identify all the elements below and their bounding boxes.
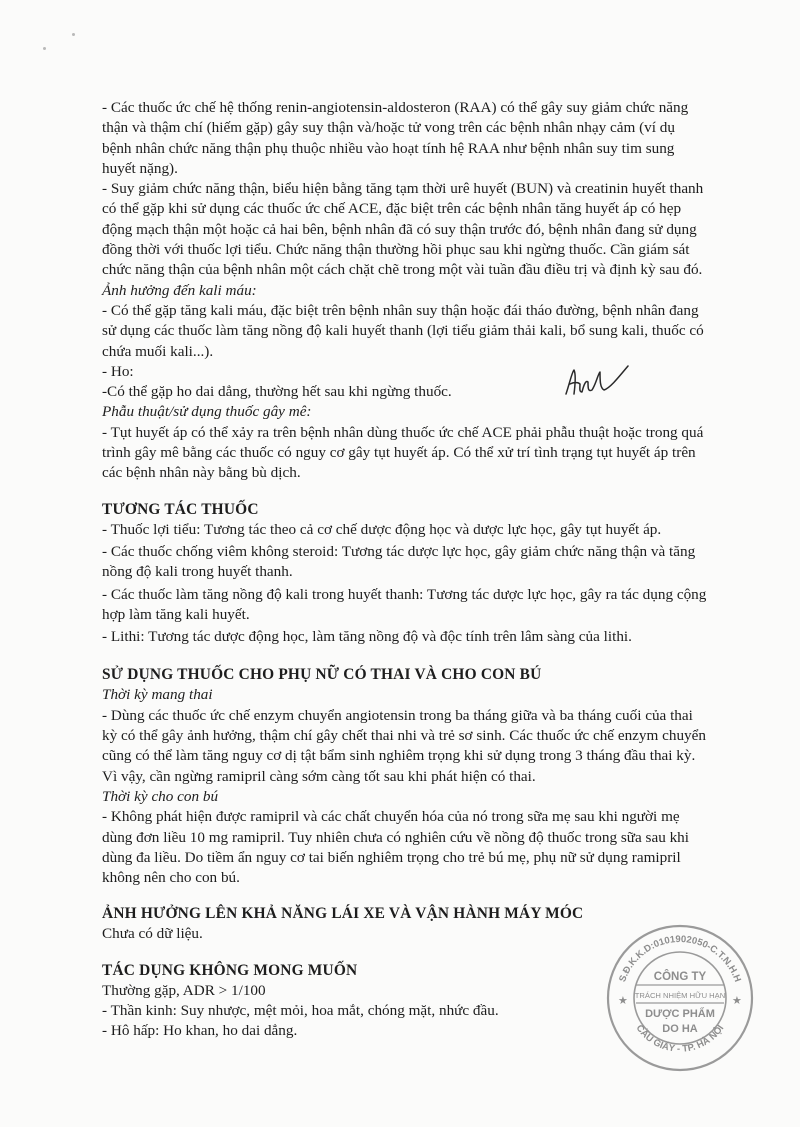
potassium-paragraph: - Có thể gặp tăng kali máu, đặc biệt trên bệnh nhân suy thận hoặc đái tháo đường, bệnh nhân đang sử dụng các thuốc làm tăng nồng độ kali huyết thanh (lợi tiểu giảm thải kali, bổ sung kali, thuốc có chứa muối kali...). xyxy=(102,301,704,360)
seal-ring-text: S.Đ.K.K.D:0101902050-C.T.N.H.H xyxy=(617,933,743,984)
company-seal xyxy=(604,922,756,1074)
handwritten-signature xyxy=(562,360,632,402)
seal-bottom-text: CẦU GIẤY - TP. HÀ NỘI xyxy=(633,1022,727,1055)
breastfeeding-paragraph: - Không phát hiện được ramipril và các chất chuyển hóa của nó trong sữa mẹ sau khi người mẹ dùng đơn liều 10 mg ramipril. Tuy nhiên chưa có nghiên cứu về nồng độ thuốc trong sữa sau khi dùng đa liều. Do tiềm ẩn nguy cơ tai biến nghiêm trọng cho trẻ bú mẹ, phụ nữ sử dụng ramipril không nên cho con bú. xyxy=(102,808,689,887)
interactions-list xyxy=(102,520,707,648)
adverse-item: - Thần kinh: Suy nhược, mệt mỏi, hoa mắt, chóng mặt, nhức đầu. xyxy=(102,1001,499,1019)
surgery-paragraph: - Tụt huyết áp có thể xảy ra trên bệnh nhân dùng thuốc ức chế ACE phải phẫu thuật hoặc trong quá trình gây mê bằng các thuốc có nguy cơ gây tụt huyết áp. Có thể xử trí tình trạng tụt huyết áp trên các bệnh nhân này bằng bù dịch. xyxy=(102,423,704,482)
seal-star-icon: ★ xyxy=(732,995,742,1007)
adverse-item: - Hô hấp: Ho khan, ho dai dẳng. xyxy=(102,1022,298,1040)
interaction-item: - Thuốc lợi tiểu: Tương tác theo cả cơ chế dược động học và dược lực học, gây tụt huyết áp. xyxy=(102,520,662,538)
seal-line-1: CÔNG TY xyxy=(653,971,707,983)
scan-speck xyxy=(43,47,46,50)
document-body xyxy=(102,98,707,1042)
interaction-item: - Lithi: Tương tác dược động học, làm tăng nồng độ và độc tính trên lâm sàng của lithi. xyxy=(102,628,632,646)
interaction-item: - Các thuốc làm tăng nồng độ kali trong huyết thanh: Tương tác dược lực học, gây ra tác dụng cộng hợp làm tăng kali huyết. xyxy=(102,585,707,623)
pregnancy-heading: SỬ DỤNG THUỐC CHO PHỤ NỮ CÓ THAI VÀ CHO CON BÚ xyxy=(102,666,542,684)
scan-speck xyxy=(72,33,75,36)
driving-paragraph: Chưa có dữ liệu. xyxy=(102,925,203,943)
adverse-heading: TÁC DỤNG KHÔNG MONG MUỐN xyxy=(102,961,358,979)
pregnancy-subheading: Thời kỳ mang thai xyxy=(102,686,213,704)
kidney-paragraph-2: - Suy giảm chức năng thận, biểu hiện bằng tăng tạm thời urê huyết (BUN) và creatinin huyết thanh có thể gặp khi sử dụng các thuốc ức chế ACE, đặc biệt trên các bệnh nhân tăng huyết áp có hẹp động mạch thận một hoặc cả hai bên, bệnh nhân đã có suy thận trước đó, bệnh nhân đang sử dụng đồng thời với thuốc lợi tiểu. Chức năng thận thường hồi phục sau khi ngừng thuốc. Cần giám sát chức năng thận của bệnh nhân một cách chặt chẽ trong một vài tuần đầu điều trị và định kỳ sau đó. xyxy=(102,180,704,279)
pregnancy-paragraph: - Dùng các thuốc ức chế enzym chuyển angiotensin trong ba tháng giữa và ba tháng cuối của thai kỳ có thể gây ảnh hưởng, thậm chí gây chết thai nhi và trẻ sơ sinh. Các thuốc ức chế enzym chuyển cũng có thể làm tăng nguy cơ dị tật bẩm sinh nghiêm trọng khi sử dụng trong 3 tháng đầu thai kỳ. Vì vậy, cần ngừng ramipril càng sớm càng tốt sau khi phát hiện có thai. xyxy=(102,706,706,785)
breastfeeding-subheading: Thời kỳ cho con bú xyxy=(102,787,219,805)
interactions-heading: TƯƠNG TÁC THUỐC xyxy=(102,500,259,518)
seal-line-4: DO HA xyxy=(662,1023,698,1035)
potassium-subheading: Ảnh hưởng đến kali máu: xyxy=(102,281,257,299)
cough-subheading: - Ho: xyxy=(102,362,134,380)
seal-line-3: DƯỢC PHẨM xyxy=(645,1008,715,1020)
seal-star-icon: ★ xyxy=(618,995,628,1007)
adverse-frequency: Thường gặp, ADR > 1/100 xyxy=(102,981,266,999)
surgery-subheading: Phẫu thuật/sử dụng thuốc gây mê: xyxy=(102,403,312,421)
interaction-item: - Các thuốc chống viêm không steroid: Tương tác dược lực học, gây giảm chức năng thận và tăng nồng độ kali trong huyết thanh. xyxy=(102,542,696,581)
seal-line-2: TRÁCH NHIỆM HỮU HẠN xyxy=(634,991,726,1000)
driving-heading: ẢNH HƯỞNG LÊN KHẢ NĂNG LÁI XE VÀ VẬN HÀNH MÁY MÓC xyxy=(102,905,584,923)
cough-paragraph: -Có thể gặp ho dai dẳng, thường hết sau khi ngừng thuốc. xyxy=(102,383,452,401)
kidney-paragraph-1: - Các thuốc ức chế hệ thống renin-angiotensin-aldosteron (RAA) có thể gây suy giảm chức năng thận và thậm chí (hiếm gặp) gây suy thận và/hoặc tử vong trên các bệnh nhân nhạy cảm (ví dụ bệnh nhân chức năng thận phụ thuộc nhiều vào hoạt tính hệ RAA như bệnh nhân suy tim sung huyết nặng). xyxy=(102,99,689,177)
